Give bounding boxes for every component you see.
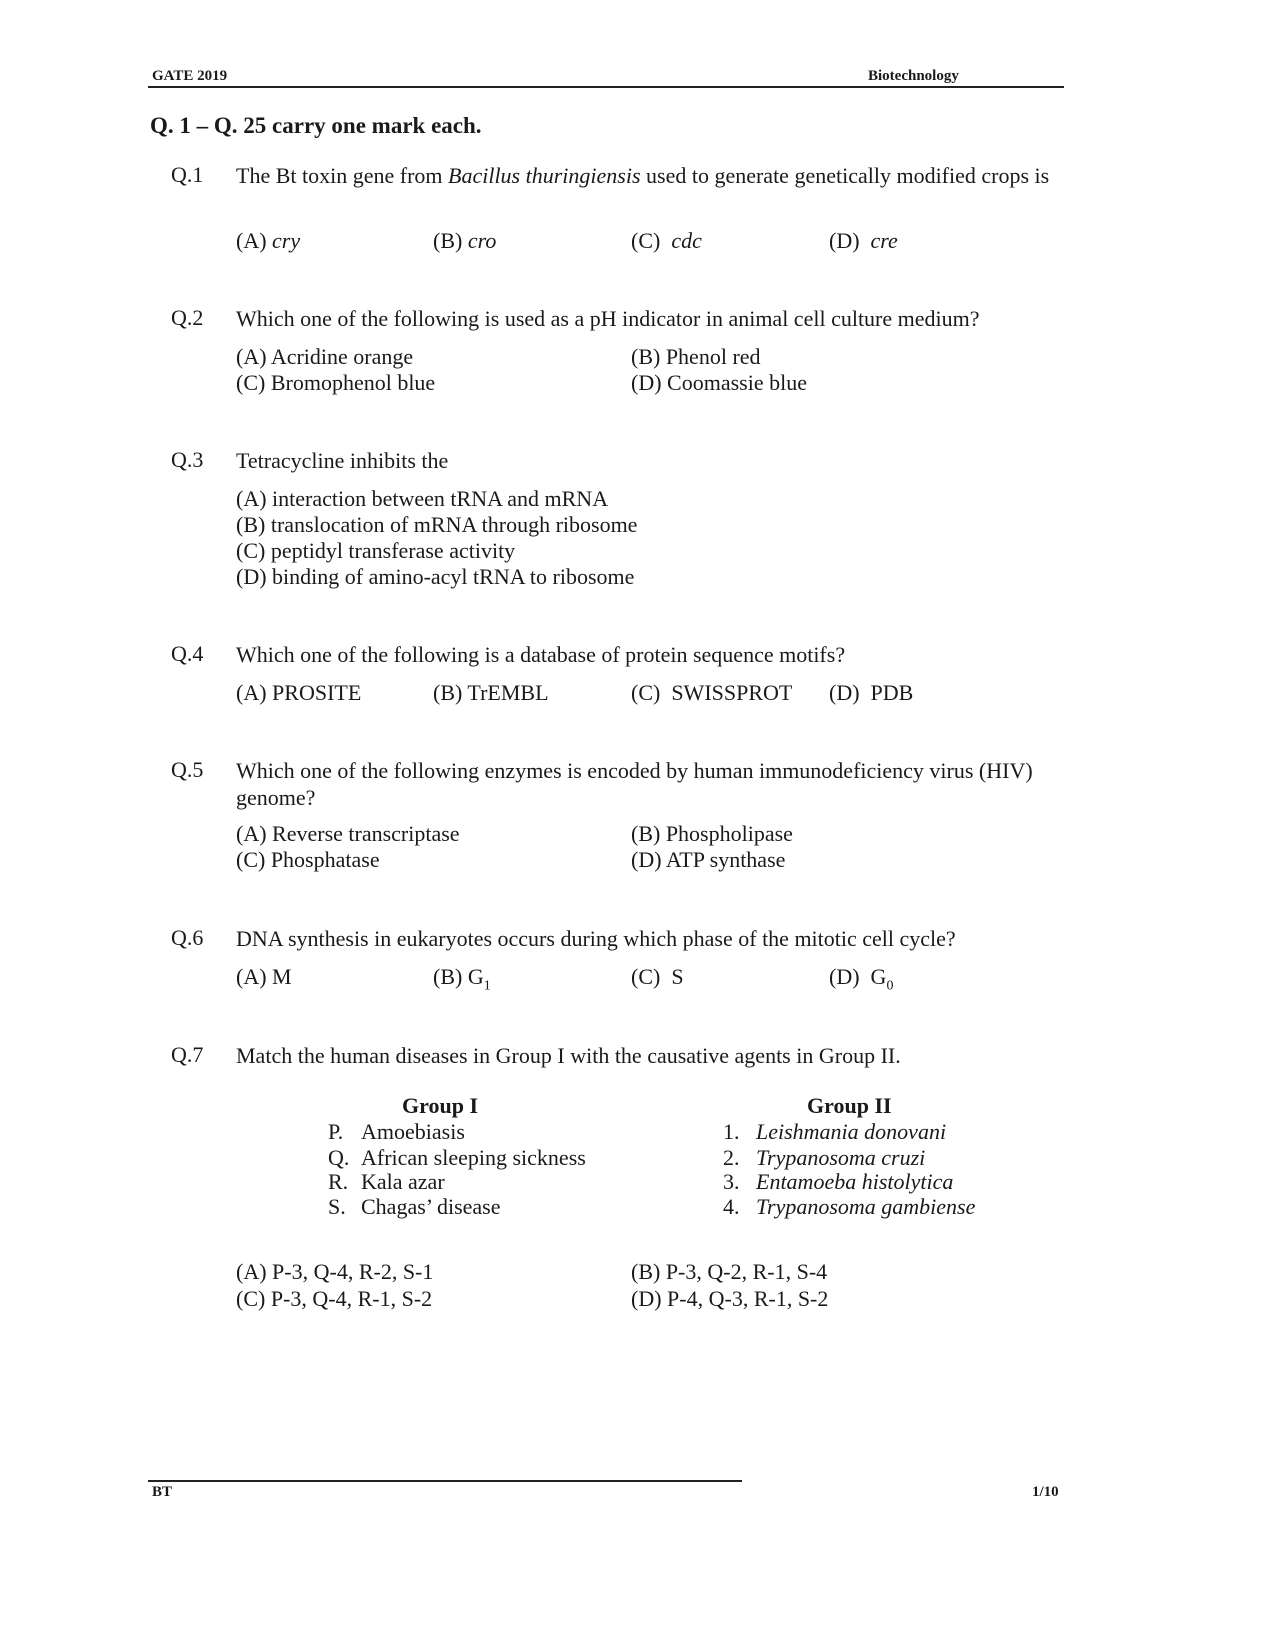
question-text: Which one of the following is used as a pH indicator in animal cell culture medium?	[236, 306, 980, 331]
group-one-item: S. Chagas’ disease	[328, 1194, 501, 1219]
option-b: (B) TrEMBL	[433, 680, 549, 705]
option-a: (A) cry	[236, 228, 301, 253]
option-d: (D) ATP synthase	[631, 847, 786, 872]
option-d: (D) binding of amino-acyl tRNA to ribosome	[236, 564, 635, 589]
option-c: (C) SWISSPROT	[631, 680, 793, 705]
option-c: (C) S	[631, 964, 684, 989]
question-text: Which one of the following enzymes is encoded by human immunodeficiency virus (HIV) genome?	[236, 758, 1033, 810]
option-b: (B) Phospholipase	[631, 821, 793, 846]
group-two-item: 3. Entamoeba histolytica	[723, 1169, 954, 1194]
group-one-item: Q. African sleeping sickness	[328, 1145, 586, 1170]
question-text: The Bt toxin gene from Bacillus thuringiensis used to generate genetically modified crops is	[236, 163, 1050, 188]
group-two-item: 4. Trypanosoma gambiense	[723, 1194, 976, 1219]
group-two-title: Group II	[807, 1093, 892, 1118]
option-d: (D) P-4, Q-3, R-1, S-2	[631, 1286, 829, 1311]
question-text: DNA synthesis in eukaryotes occurs during which phase of the mitotic cell cycle?	[236, 926, 956, 951]
option-a: (A) M	[236, 964, 292, 989]
question-text: Match the human diseases in Group I with the causative agents in Group II.	[236, 1043, 901, 1068]
option-c: (C) Bromophenol blue	[236, 370, 436, 395]
question-number: Q.6	[171, 925, 204, 950]
group-two-item: 2. Trypanosoma cruzi	[723, 1145, 926, 1170]
footer-paper-code: BT	[152, 1484, 173, 1500]
option-d: (D) $G_0$	[829, 964, 894, 994]
group-one-item: R. Kala azar	[328, 1169, 445, 1194]
group-one-title: Group I	[402, 1093, 479, 1118]
option-a: (A) Acridine orange	[236, 344, 414, 369]
question-number: Q.5	[171, 757, 204, 782]
header-rule	[148, 86, 1064, 88]
question-number: Q.4	[171, 641, 204, 666]
question-text: Which one of the following is a database of protein sequence motifs?	[236, 642, 846, 667]
option-d: (D) Coomassie blue	[631, 370, 807, 395]
page-number: 1/10	[1032, 1484, 1059, 1500]
question-number: Q.7	[171, 1042, 204, 1067]
question-number: Q.3	[171, 447, 204, 472]
option-a: (A) P-3, Q-4, R-2, S-1	[236, 1259, 434, 1284]
footer-rule	[148, 1480, 742, 1482]
header-exam-title: GATE 2019	[152, 68, 228, 84]
option-a: (A) PROSITE	[236, 680, 362, 705]
option-d: (D) cre	[829, 228, 898, 253]
option-d: (D) PDB	[829, 680, 914, 705]
option-c: (C) Phosphatase	[236, 847, 380, 872]
group-one-item: P. Amoebiasis	[328, 1119, 465, 1144]
option-b: (B) translocation of mRNA through ribosome	[236, 512, 638, 537]
option-c: (C) P-3, Q-4, R-1, S-2	[236, 1286, 433, 1311]
section-title: Q. 1 – Q. 25 carry one mark each.	[150, 113, 482, 138]
group-two-item: 1. Leishmania donovani	[723, 1119, 947, 1144]
question-number: Q.1	[171, 162, 204, 187]
option-b: (B) cro	[433, 228, 497, 253]
question-text: Tetracycline inhibits the	[236, 448, 449, 473]
question-number: Q.2	[171, 305, 204, 330]
option-a: (A) interaction between tRNA and mRNA	[236, 486, 609, 511]
option-c: (C) cdc	[631, 228, 702, 253]
option-b: (B) Phenol red	[631, 344, 761, 369]
option-c: (C) peptidyl transferase activity	[236, 538, 516, 563]
option-b: (B) $G_1$	[433, 964, 491, 994]
option-b: (B) P-3, Q-2, R-1, S-4	[631, 1259, 828, 1284]
header-subject: Biotechnology	[868, 68, 959, 84]
option-a: (A) Reverse transcriptase	[236, 821, 460, 846]
